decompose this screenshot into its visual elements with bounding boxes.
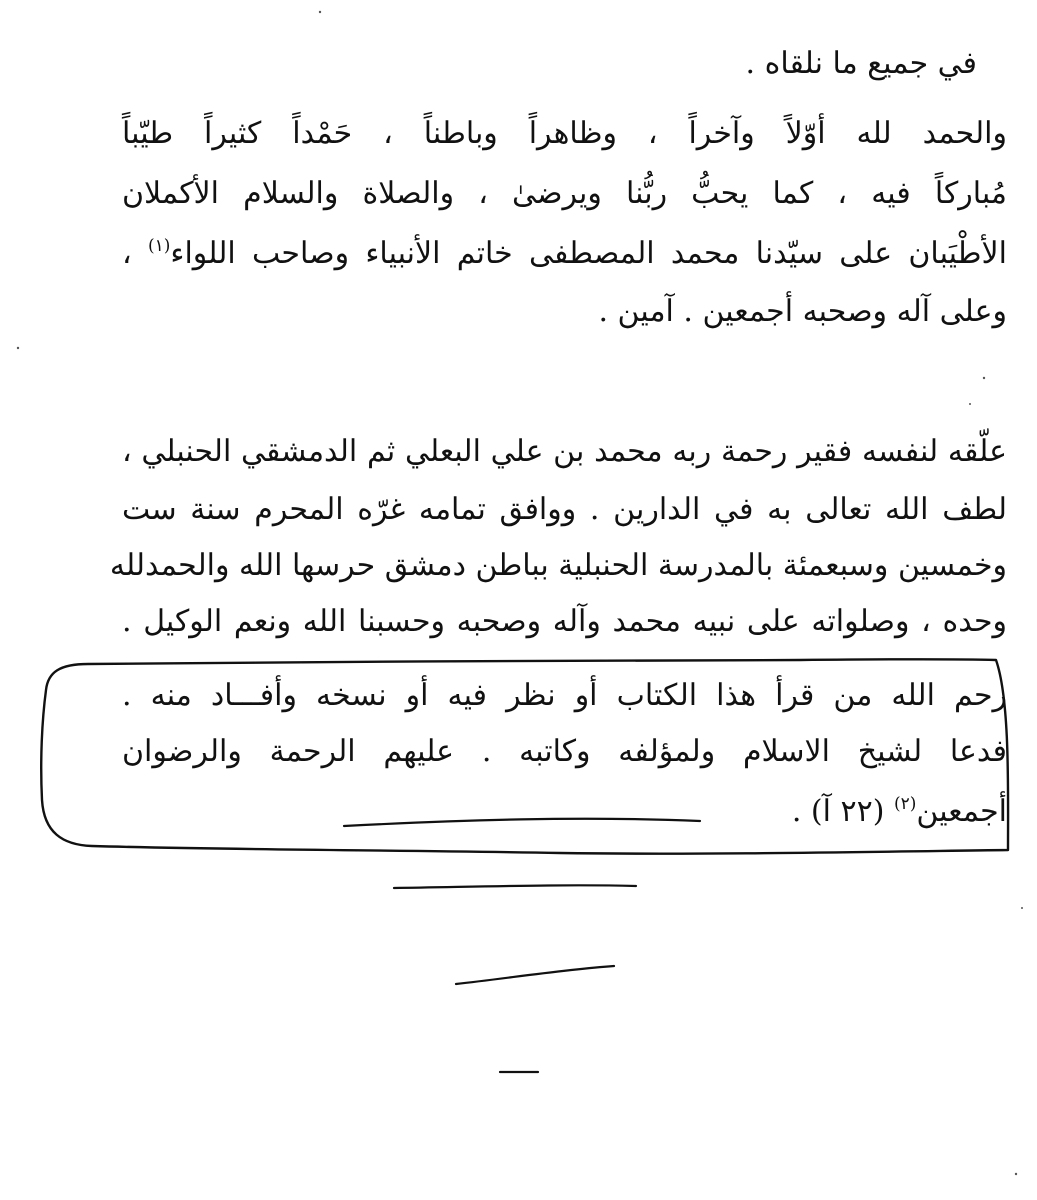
underline-stroke-1	[344, 819, 700, 826]
scan-speck	[1015, 1173, 1017, 1175]
boxed-note-line-3-text: أجمعين	[916, 794, 1007, 829]
boxed-note-line-3-end: (٢٢ آ) .	[791, 794, 894, 829]
colophon-line-1: علّقه لنفسه فقير رحمة ربه محمد بن علي البعلي ثم الدمشقي الحنبلي ،	[122, 434, 1007, 469]
praise-line-3-end: ،	[122, 236, 148, 271]
tail-line-2	[456, 966, 614, 984]
praise-line-4: وعلى آله وصحبه أجمعين . آمين .	[598, 294, 1007, 329]
boxed-note-line-1: رحم الله من قرأ هذا الكتاب أو نظر فيه أو نسخه وأفـــاد منه .	[122, 678, 1007, 713]
scan-speck	[319, 11, 321, 13]
opening-line: في جميع ما نلقاه .	[745, 46, 977, 81]
scan-speck	[17, 347, 19, 349]
scan-speck	[1021, 907, 1023, 909]
footnote-marker-1: (١)	[147, 236, 171, 256]
tail-line-1	[394, 885, 636, 888]
colophon-line-4: وحده ، وصلواته على نبيه محمد وآله وصحبه وحسبنا الله ونعم الوكيل .	[122, 604, 1007, 639]
praise-line-3-text: الأطْيَبان على سيّدنا محمد المصطفى خاتم الأنبياء وصاحب اللواء	[170, 236, 1007, 271]
colophon-line-2: لطف الله تعالى به في الدارين . ووافق تمامه غرّه المحرم سنة ست	[122, 492, 1007, 527]
boxed-note-line-2: فدعا لشيخ الاسلام ولمؤلفه وكاتبه . عليهم الرحمة والرضوان	[122, 734, 1007, 769]
scan-speck	[983, 377, 985, 379]
boxed-note-line-3	[792, 792, 1007, 832]
praise-line-2: مُباركاً فيه ، كما يحبُّ ربُّنا ويرضىٰ ، والصلاة والسلام الأكملان	[122, 176, 1007, 211]
praise-line-3	[122, 234, 1007, 274]
scan-speck	[969, 403, 971, 405]
footnote-marker-2: (٢)	[893, 794, 917, 814]
praise-line-1: والحمد لله أوّلاً وآخراً ، وظاهراً وباطناً ، حَمْداً كثيراً طيّباً	[122, 116, 1007, 151]
colophon-line-3: وخمسين وسبعمئة بالمدرسة الحنبلية بباطن دمشق حرسها الله والحمدلله	[109, 548, 1007, 583]
